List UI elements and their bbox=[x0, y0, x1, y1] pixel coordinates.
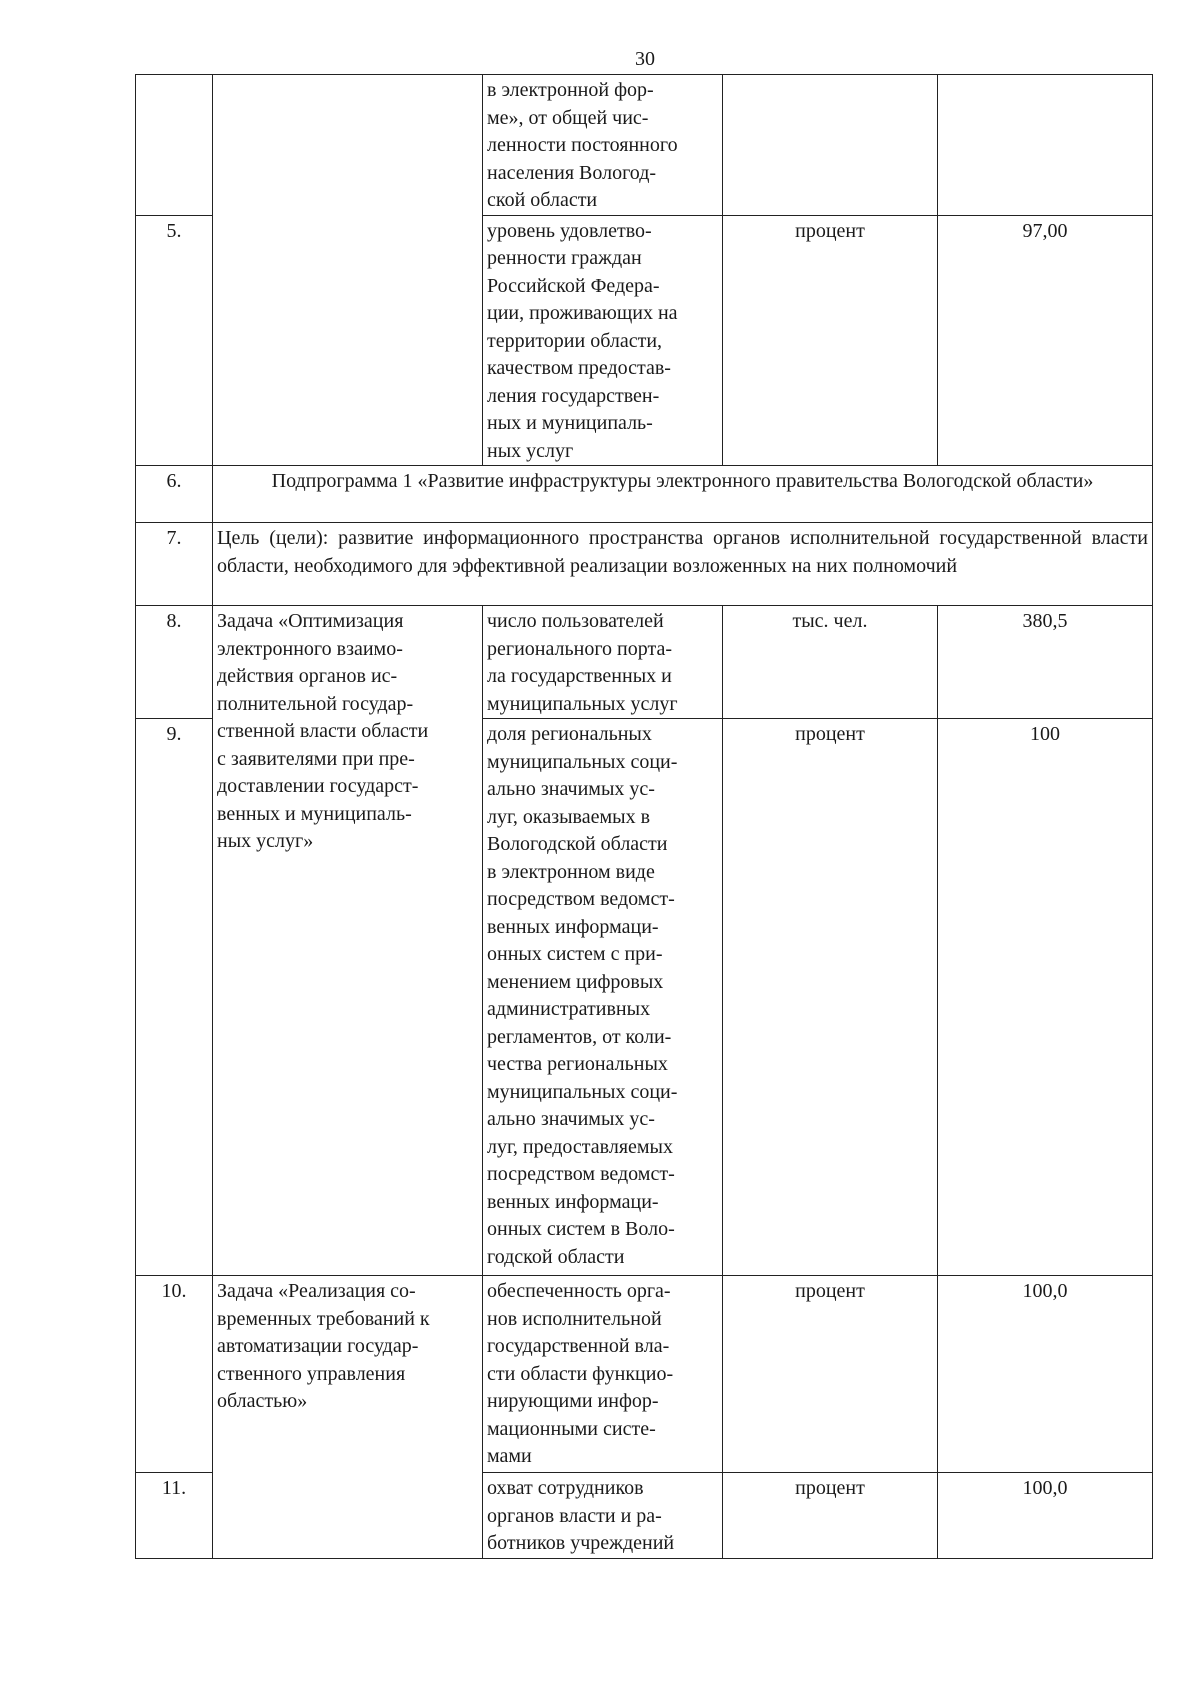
table-row bbox=[136, 75, 1153, 216]
task-cell: Задача «Оптимизация электронного взаимо- действия органов ис- полнительной государ- ственной власти области с заявителями при пре- доставлении государст- венных и муниципаль- ных услуг» bbox=[213, 606, 483, 1276]
unit-cell: процент bbox=[723, 1473, 938, 1559]
unit-cell: процент bbox=[723, 1276, 938, 1473]
row-number: 7. bbox=[136, 523, 213, 606]
indicator-cell: в электронной фор- ме», от общей чис- ленности постоянного населения Вологод- ской области bbox=[483, 75, 723, 216]
table-row bbox=[136, 466, 1153, 523]
row-number: 5. bbox=[136, 215, 213, 466]
row-number: 10. bbox=[136, 1276, 213, 1473]
unit-cell bbox=[723, 75, 938, 216]
task-cell: Задача «Реализация со- временных требований к автоматизации государ- ственного управления областью» bbox=[213, 1276, 483, 1559]
unit-cell: процент bbox=[723, 719, 938, 1276]
row-number: 11. bbox=[136, 1473, 213, 1559]
task-cell bbox=[213, 75, 483, 466]
indicators-table bbox=[135, 74, 1153, 1559]
value-cell: 100,0 bbox=[938, 1473, 1153, 1559]
table-row bbox=[136, 606, 1153, 719]
unit-cell: тыс. чел. bbox=[723, 606, 938, 719]
subprogram-title: Подпрограмма 1 «Развитие инфраструктуры электронного правительства Вологодской области» bbox=[213, 466, 1153, 523]
indicator-cell: число пользователей регионального порта- ла государственных и муниципальных услуг bbox=[483, 606, 723, 719]
goal-text: Цель (цели): развитие информационного пространства органов исполнительной государственной власти области, необходимого для эффективной реализации возложенных на них полномочий bbox=[213, 523, 1153, 606]
table-row bbox=[136, 523, 1153, 606]
indicator-cell: обеспеченность орга- нов исполнительной государственной вла- сти области функцио- нирующими инфор- мационными систе- мами bbox=[483, 1276, 723, 1473]
value-cell bbox=[938, 75, 1153, 216]
page-number: 30 bbox=[635, 48, 655, 70]
indicator-cell: охват сотрудников органов власти и ра- ботников учреждений bbox=[483, 1473, 723, 1559]
value-cell: 100,0 bbox=[938, 1276, 1153, 1473]
row-number: 9. bbox=[136, 719, 213, 1276]
indicator-cell: доля региональных муниципальных соци- ально значимых ус- луг, оказываемых в Вологодской области в электронном виде посредством ведомст- венных информаци- онных систем с при- менением цифровых административных регламентов, от коли- чества региональных муниципальных соци- ально значимых ус- луг, предоставляемых посредством ведомст- венных информаци- онных систем в Воло- годской области bbox=[483, 719, 723, 1276]
row-number bbox=[136, 75, 213, 216]
value-cell: 97,00 bbox=[938, 215, 1153, 466]
indicator-cell: уровень удовлетво- ренности граждан Российской Федера- ции, проживающих на территории области, качеством предостав- ления государствен- ных и муниципаль- ных услуг bbox=[483, 215, 723, 466]
row-number: 6. bbox=[136, 466, 213, 523]
value-cell: 100 bbox=[938, 719, 1153, 1276]
unit-cell: процент bbox=[723, 215, 938, 466]
row-number: 8. bbox=[136, 606, 213, 719]
table-row bbox=[136, 1276, 1153, 1473]
value-cell: 380,5 bbox=[938, 606, 1153, 719]
